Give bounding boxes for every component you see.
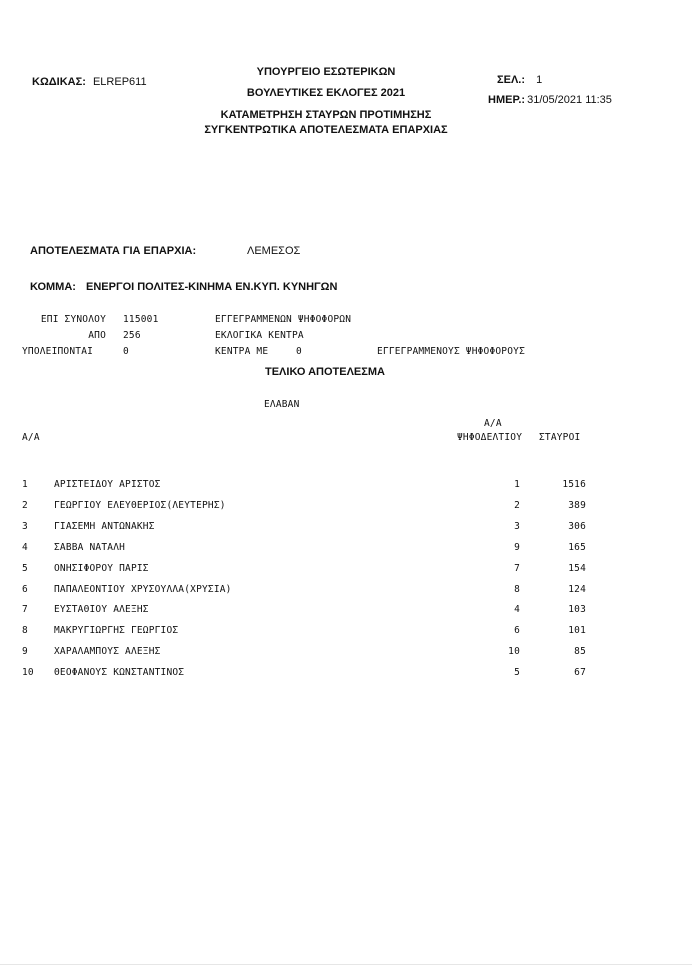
col-votes-header: ΣΤΑΥΡΟΙ [539,432,581,443]
from-value: 256 [123,330,141,341]
report-title-2: ΣΥΓΚΕΝΤΡΩΤΙΚΑ ΑΠΟΤΕΛΕΣΜΑΤΑ ΕΠΑΡΧΙΑΣ [204,124,448,136]
table-row [0,563,692,579]
remaining-label: ΥΠΟΛΕΙΠΟΝΤΑΙ [22,346,94,357]
row-index: 3 [22,520,28,532]
total-value: 115001 [123,314,159,325]
ballot-number: 6 [514,625,520,637]
district-label: ΑΠΟΤΕΛΕΣΜΑΤΑ ΓΙΑ ΕΠΑΡΧΙΑ: [30,245,197,257]
from-suffix: ΕΚΛΟΓΙΚΑ ΚΕΝΤΡΑ [215,330,304,341]
report-title-1: ΚΑΤΑΜΕΤΡΗΣΗ ΣΤΑΥΡΩΝ ΠΡΟΤΙΜΗΣΗΣ [220,109,432,121]
table-row [0,542,692,558]
table-row [0,625,692,641]
ballot-number: 7 [514,562,520,574]
ballot-number: 10 [508,646,520,658]
preference-votes: 165 [568,541,586,553]
final-result-heading: ΤΕΛΙΚΟ ΑΠΟΤΕΛΕΣΜΑ [265,366,385,378]
page-label: ΣΕΛ.: [497,74,525,86]
code-value: ELREP611 [92,76,147,88]
ballot-number: 5 [514,667,520,679]
candidate-name: ΣΑΒΒΑ ΝΑΤΑΛΗ [54,541,126,553]
ballot-number: 1 [514,479,520,490]
from-label: ΑΠΟ [88,330,106,341]
row-index: 6 [22,583,28,595]
row-index: 2 [22,499,28,511]
candidate-name: ΓΙΑΣΕΜΗ ΑΝΤΩΝΑΚΗΣ [54,520,155,532]
ministry-title: ΥΠΟΥΡΓΕΙΟ ΕΣΩΤΕΡΙΚΩΝ [256,66,396,78]
col-index-header: Α/Α [22,432,40,443]
total-suffix: ΕΓΓΕΓΡΑΜΜΕΝΩΝ ΨΗΦΟΦΟΡΩΝ [215,314,352,325]
party-value: ΕΝΕΡΓΟΙ ΠΟΛΙΤΕΣ-ΚΙΝΗΜΑ ΕΝ.ΚΥΠ. ΚΥΝΗΓΩΝ [86,281,338,293]
candidate-name: ΜΑΚΡΥΓΙΩΡΓΗΣ ΓΕΩΡΓΙΟΣ [54,625,179,637]
page-edge [0,964,692,965]
preference-votes: 389 [568,499,586,511]
code-line [32,76,147,88]
centers-value: 0 [296,346,302,357]
date-value: 31/05/2021 11:35 [527,94,612,106]
table-row [0,584,692,600]
preference-votes: 101 [568,625,586,637]
candidate-name: ΑΡΙΣΤΕΙΔΟΥ ΑΡΙΣΤΟΣ [54,479,161,490]
row-index: 7 [22,604,28,616]
date-line [488,94,612,106]
preference-votes: 124 [568,583,586,595]
page-value: 1 [536,74,543,86]
candidate-name: ΟΝΗΣΙΦΟΡΟΥ ΠΑΡΙΣ [54,562,149,574]
code-label: ΚΩΔΙΚΑΣ: [32,76,86,88]
col-ballot-header: ΨΗΦΟΔΕΛΤΙΟΥ [457,432,523,443]
election-title: ΒΟΥΛΕΥΤΙΚΕΣ ΕΚΛΟΓΕΣ 2021 [246,87,406,99]
preference-votes: 103 [568,604,586,616]
preference-votes: 1516 [562,479,586,490]
candidate-name: ΠΑΠΑΛΕΟΝΤΙΟΥ ΧΡΥΣΟΥΛΛΑ(ΧΡΥΣΙΑ) [54,583,232,595]
table-row [0,479,692,495]
ballot-number: 3 [514,520,520,532]
preference-votes: 154 [568,562,586,574]
row-index: 8 [22,625,28,637]
row-index: 10 [22,667,34,679]
ballot-number: 8 [514,583,520,595]
centers-label: ΚΕΝΤΡΑ ΜΕ [215,346,269,357]
ballot-number: 2 [514,499,520,511]
table-row [0,667,692,683]
preference-votes: 67 [574,667,586,679]
centers-suffix: ΕΓΓΕΓΡΑΜΜΕΝΟΥΣ ΨΗΦΟΦΟΡΟΥΣ [377,346,525,357]
preference-votes: 85 [574,646,586,658]
col-ballot-top-header: Α/Α [484,418,502,429]
row-index: 1 [22,479,28,490]
row-index: 5 [22,562,28,574]
received-heading: ΕΛΑΒΑΝ [264,399,300,410]
table-row [0,521,692,537]
page-number-line [497,74,542,86]
candidate-name: ΓΕΩΡΓΙΟΥ ΕΛΕΥΘΕΡΙΟΣ(ΛΕΥΤΕΡΗΣ) [54,499,226,511]
preference-votes: 306 [568,520,586,532]
candidate-name: ΘΕΟΦΑΝΟΥΣ ΚΩΝΣΤΑΝΤΙΝΟΣ [54,667,185,679]
table-row [0,646,692,662]
table-row [0,500,692,516]
candidate-name: ΧΑΡΑΛΑΜΠΟΥΣ ΑΛΕΞΗΣ [54,646,161,658]
total-label: ΕΠΙ ΣΥΝΟΛΟΥ [40,314,106,325]
district-value: ΛΕΜΕΣΟΣ [247,245,301,257]
table-row [0,604,692,620]
ballot-number: 9 [514,541,520,553]
row-index: 4 [22,541,28,553]
candidate-name: ΕΥΣΤΑΘΙΟΥ ΑΛΕΞΗΣ [54,604,149,616]
ballot-number: 4 [514,604,520,616]
party-label: ΚΟΜΜΑ: [30,281,76,293]
remaining-value: 0 [123,346,129,357]
date-label: ΗΜΕΡ.: [488,94,526,106]
row-index: 9 [22,646,28,658]
